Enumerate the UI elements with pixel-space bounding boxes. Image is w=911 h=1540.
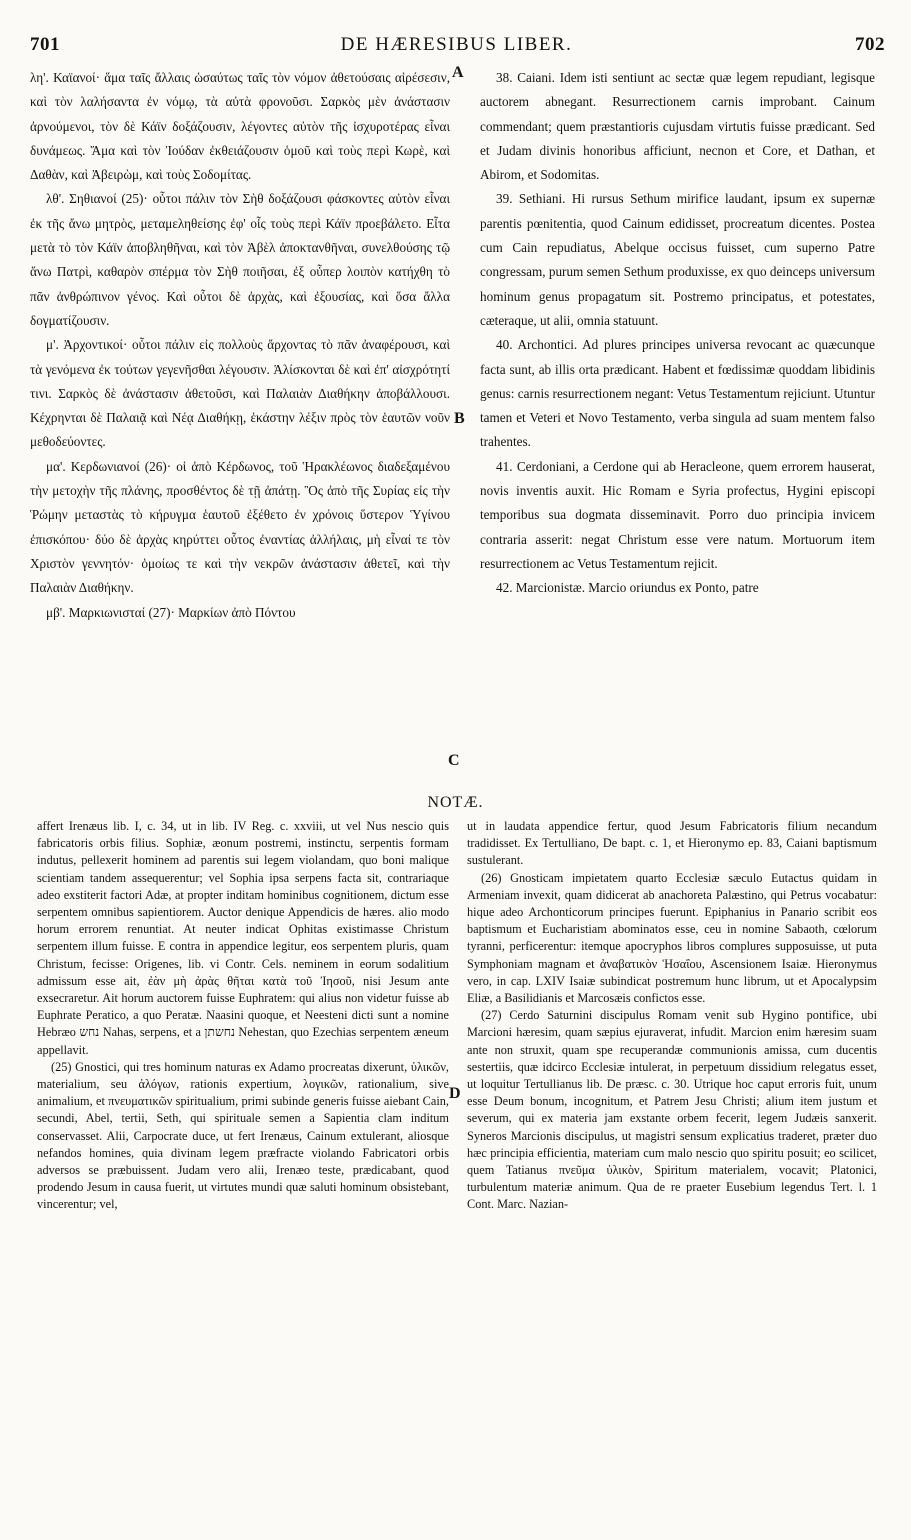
greek-text-column: [30, 66, 450, 625]
note-27: (27) Cerdo Saturnini discipulus Romam venit sub Hygino pontifice, ubi Marcioni hæresim, quam sæpius ejuraverat, infudit. Marcion enim hæresim suam ante non struxit, quam spe recuperandæ communionis amissa, cum ducentis sestertiis, quæ idcirco Ecclesiæ intulerat, in perpetuum dissidium relegatus esset, ut loquitur Tertullianus lib. De præsc. c. 30. Utrique hoc caput erroris fuit, unum esse Deum bonum, incognitum, et Patrem Jesu Christi; alium item justum et severum, qui ex materia jam exstante orbem fecerit, legem Judæis sanxerit. Syneros Marcionis discipulus, ut magistri sensum explicatius traderet, præter duo hæc principia efficientia, materiam cum malo nescio quo spiritu posuit; eo scilicet, quem Tatianus πνεῦμα ὑλικὸν, Spiritum materialem, vocavit; Platonici, turbulentum materiæ animum. Qua de re praeter Eusebium legendus Tert. l. 1 Cont. Marc. Nazian-: [467, 1008, 877, 1212]
right-page-number: 702: [855, 34, 885, 55]
latin-paragraph-42: 42. Marcionistæ. Marcio oriundus ex Ponto, patre: [496, 580, 759, 596]
greek-paragraph-42: μβ'. Μαρκιωνισταί (27)· Μαρκίων ἀπὸ Πόντου: [46, 604, 296, 620]
margin-letter-c: C: [448, 752, 460, 769]
latin-paragraph-41: 41. Cerdoniani, a Cerdone qui ab Heracleone, quem errorem hauserat, novis inventis auxit. Hic Romam e Syria profectus, Hygini episcopi temporibus sua dogmata disseminavit. Porro duo principia invicem contraria asserit: negat Christum esse vere natum. Mortuorum item resurrectionem ac Vetus Testamentum rejicit.: [480, 458, 875, 571]
latin-paragraph-40: 40. Archontici. Ad plures principes universa revocant ac quæcunque facta sunt, ab illis orta prædicant. Habent et fœdissimæ quoddam libidinis genus: carnis resurrectionem negant: Vetus Testamentum rejiciunt. Utuntur tamen et Veteri et Novo Testamento, verba singula ad suam mentem falso trahentes.: [480, 337, 875, 450]
note-25: (25) Gnostici, qui tres hominum naturas ex Adamo procreatas dixerunt, ὑλικῶν, materialium, seu ἀλόγων, rationis expertium, λογικῶν, rationalium, sive animalium, et πνευματικῶν spiritualium, primi subinde generis fuisse aiebant Cain, secundi, Abel, tertii, Seth, qui spirituale semen a Sapientia clam inditum conservasset. Alii, Carpocrate duce, ut fert Irenæus, Cainum extulerant, aliosque nefandos homines, quia divinam legem præfracte violando Fabricatori orbis adversos se præbuissent. Judam vero alii, Irenæo teste, prædicabant, quod prodendo Jesum in causa fuerit, ut virtutes mundi quæ saluti hominum obsistebant, vincerentur; vel,: [37, 1059, 449, 1212]
note-25-continued: ut in laudata appendice fertur, quod Jesum Fabricatoris filium necandum tradidisset. Ex Tertulliano, De bapt. c. 1, et Hieronymo ep. 83, Caiani baptismum sustulerant.: [467, 819, 877, 868]
note-continued: affert Irenæus lib. I, c. 34, ut in lib. IV Reg. c. xxviii, ut vel Nus nescio quis fabricatoris orbis filius. Sophiæ, æonum postremi, instinctu, serpentis formam indutus, pellexerit hominem ad parentis sui legem violandam, quo boni malique scientiam tandem assequerentur; vel Sophia ipsa serpens facta sit, contrariaque adeo exstiterit factori Adæ, at propter inditam hominibus cognitionem, dictum esse serpentem omnibus sapientiorem. Auctor denique Appendicis de hæres. alio modo horum errorem renuntiat. At neuter indicat Ophitas existimasse Christum serpentem illum fuisse. E contra in appendice legitur, eos serpentem pluris, quam Christum, fecisse: Origenes, lib. vi Contr. Cels. neminem in eorum sodalitium admissum esse ait, ἐὰν μὴ ἀρὰς θῆται κατὰ τοῦ Ἰησοῦ, nisi Jesum ante exsecraretur. Ait horum auctorem fuisse Euphratem: qui alius non videtur fuisse ab Euphrate Peratico, a quo Peratæ. Naasini quoque, et Neesteni dicti sunt a nomine Hebræo נחש Nahas, serpens, et a נחשתן Nehestan, quo Ezechias serpentem æneum appellavit.: [37, 819, 449, 1057]
left-page-number: 701: [30, 34, 60, 55]
margin-letter-d: D: [449, 1085, 461, 1102]
notes-heading: NOTÆ.: [427, 794, 484, 811]
notes-right-column: [467, 818, 877, 1214]
greek-paragraph-38: λη'. Καϊανοί· ἅμα ταῖς ἄλλαις ὡσαύτως ταῖς τὸν νόμον ἀθετούσαις αἱρέσεσιν, καὶ τὸν λαλήσαντα ἐν νόμῳ, τὰ αὐτὰ φρονοῦσι. Σαρκὸς μὲν ἀνάστασιν ἀρνούμενοι, τὸν δὲ Κάϊν δοξάζουσιν, λέγοντες αὐτὸν τῆς ἰσχυροτέρας εἶναι δυνάμεως. Ἅμα καὶ τὸν Ἰούδαν ἐκθειάζουσιν ὁμοῦ καὶ τοὺς περὶ Κωρὲ, καὶ Δαθὰν, καὶ Ἀβειρὼμ, καὶ τοὺς Σοδομίτας.: [30, 70, 450, 183]
notes-left-column: [37, 818, 449, 1214]
greek-paragraph-41: μα'. Κερδωνιανοί (26)· οἱ ἀπὸ Κέρδωνος, τοῦ Ἡρακλέωνος διαδεξαμένου τὴν μετοχὴν τῆς πλάνης, προσθέντος δὲ τῇ ἀπάτῃ. Ὃς ἀπὸ τῆς Συρίας εἰς τὴν Ῥώμην μεταστὰς τὸ κήρυγμα ἑαυτοῦ ἐξέθετο ἐν χρόνοις ὕστερον Ὑγίνου ἐπισκόπου· δύο δὲ ἀρχὰς κηρύττει οὗτος ἐναντίας ἀλλήλαις, μὴ εἶναί τε τὸν Χριστὸν γεννητόν· ὁμοίως τε καὶ τὴν νεκρῶν ἀνάστασιν ἀθετεῖ, καὶ τὴν Παλαιὰν Διαθήκην.: [30, 458, 450, 596]
margin-letter-b: B: [454, 410, 465, 427]
latin-paragraph-39: 39. Sethiani. Hi rursus Sethum mirifice laudant, ipsum ex supernæ parentis pœnitentia, quod Cainum edidisset, procreatum dicentes. Postea cum Cain repudiatus, Abelque occisus fuisset, cum superno Patre congressam, purum semen Sethum produxisse, ex quo deinceps universum hominum genus propagatum sit. Postremo principatus, et potestates, cæteraque, ut alii, omnia statuunt.: [480, 191, 875, 328]
latin-text-column: [480, 66, 875, 601]
margin-letter-a: A: [452, 64, 464, 81]
running-header: [22, 34, 891, 60]
greek-paragraph-39: λθ'. Σηθιανοί (25)· οὗτοι πάλιν τὸν Σὴθ δοξάζουσι φάσκοντες αὐτὸν εἶναι ἐκ τῆς ἄνω μητρὸς, μεταμεληθείσης ἐφ' οἷς τοὺς περὶ Κάϊν προεβάλετο. Εἶτα μετὰ τὸ τὸν Κάϊν ἀποβληθῆναι, καὶ τὸν Ἀβὲλ ἀποκτανθῆναι, συνελθούσης τῷ ἄνω Πατρὶ, καθαρὸν σπέρμα τὸν Σὴθ ποιῆσαι, ἐξ οὗπερ λοιπὸν κατήχθη τὸ πᾶν ἀνθρώπινον γένος. Καὶ οὗτοι δὲ ἀρχὰς, καὶ ἐξουσίας, καὶ ὅσα ἄλλα δογματίζουσιν.: [30, 191, 450, 328]
greek-paragraph-40: μ'. Ἀρχοντικοί· οὗτοι πάλιν εἰς πολλοὺς ἄρχοντας τὸ πᾶν ἀναφέρουσι, καὶ τὰ γενόμενα ἐκ τούτων γεγενῆσθαι λέγουσιν. Ἁλίσκονται δὲ καὶ ἐπ' αἰσχρότητί τινι. Σαρκὸς δὲ ἀνάστασιν ἀθετοῦσι, καὶ Παλαιὰν Διαθήκην ἀποβάλλουσι. Κέχρηνται δὲ Παλαιᾷ καὶ Νέᾳ Διαθήκῃ, ἑκάστην λέξιν πρὸς τὸν ἑαυτῶν νοῦν μεθοδεύοντες.: [30, 337, 450, 450]
note-26: (26) Gnosticam impietatem quarto Ecclesiæ sæculo Eutactus quidam in Armeniam invexit, quam didicerat ab anachoreta Palæstino, qui Petrus vocabatur: hique adeo Archonticorum principes fuerunt. Epiphanius in Panario scribit eos baptismum et Eucharistiam abominatos esse, ceu in nomine Sabaoth, cœlorum tyranni, perficerentur: itemque apocryphos libros complures supposuisse, ut puta Symphoniam magnam et ἀναβατικὸν Ἡσαΐου, Ascensionem Isaiæ. Hieronymus vero, in cap. LXIV Isaiæ subindicat postremum hunc librum, ut et Apocalypsim Eliæ, a Basilidianis et Marcosæis confictos esse.: [467, 870, 877, 1006]
latin-paragraph-38: 38. Caiani. Idem isti sentiunt ac sectæ quæ legem repudiant, legisque auctorem abnegant. Resurrectionem carnis improbant. Cainum commendant; quem præstantioris cujusdam virtutis fuisse prædicant. Sed et Judam divinis honoribus afficiunt, necnon et Core, et Dathan, et Abirom, et Sodomitas.: [480, 70, 875, 183]
running-title: DE HÆRESIBUS LIBER.: [340, 34, 573, 55]
